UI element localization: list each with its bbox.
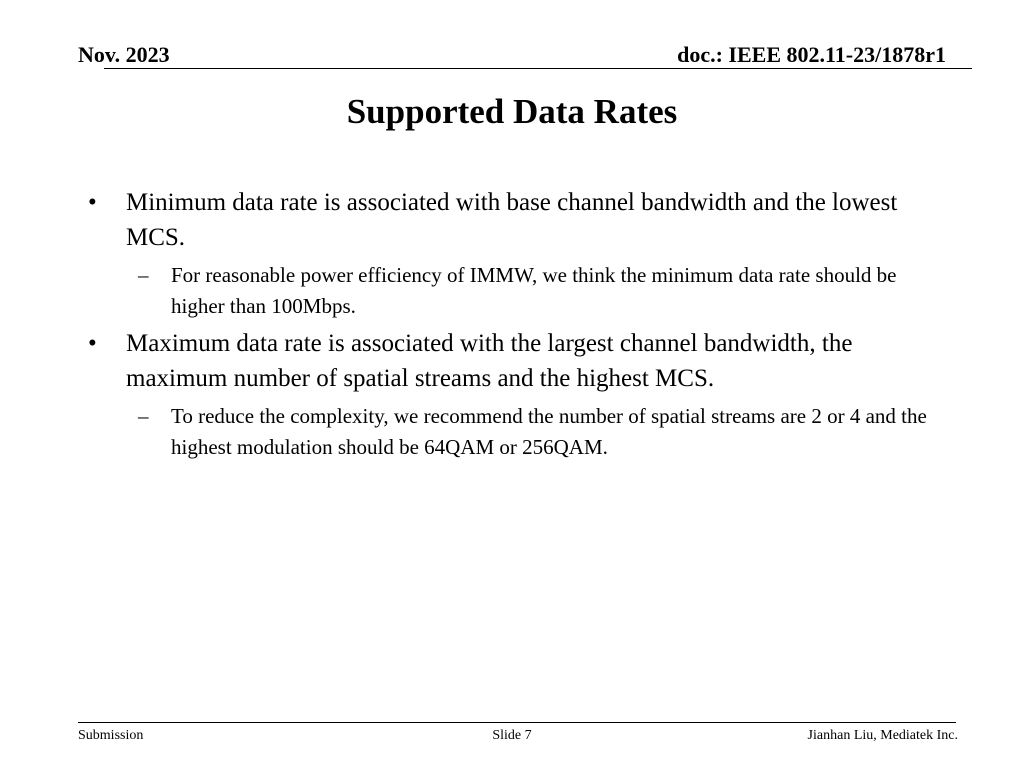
bullet-marker: • bbox=[88, 330, 97, 357]
sub-bullet-item bbox=[138, 260, 941, 322]
sub-bullet-item bbox=[138, 401, 941, 463]
slide-body bbox=[0, 183, 1024, 467]
sub-bullet-text: For reasonable power efficiency of IMMW, we think the minimum data rate should be higher than 100Mbps. bbox=[171, 263, 897, 318]
bullet-text: Maximum data rate is associated with the largest channel bandwidth, the maximum number of spatial streams and the highest MCS. bbox=[126, 330, 853, 392]
bullet-item bbox=[88, 326, 936, 396]
footer-slide-number: Slide 7 bbox=[492, 728, 532, 743]
bullet-text: Minimum data rate is associated with base channel bandwidth and the lowest MCS. bbox=[126, 189, 898, 251]
bullet-marker: • bbox=[88, 189, 97, 216]
sub-bullet-marker: – bbox=[138, 404, 149, 428]
slide-title: Supported Data Rates bbox=[346, 92, 678, 131]
header-divider bbox=[104, 68, 972, 69]
sub-bullet-text: To reduce the complexity, we recommend the number of spatial streams are 2 or 4 and the highest modulation should be 64QAM or 256QAM. bbox=[171, 404, 927, 459]
header-date: Nov. 2023 bbox=[78, 42, 170, 67]
footer-divider bbox=[78, 722, 956, 723]
footer-submission: Submission bbox=[78, 728, 144, 743]
sub-bullet-marker: – bbox=[138, 263, 149, 287]
header-document-id: doc.: IEEE 802.11-23/1878r1 bbox=[677, 42, 946, 67]
bullet-item bbox=[88, 185, 936, 255]
footer-author: Jianhan Liu, Mediatek Inc. bbox=[807, 728, 958, 743]
